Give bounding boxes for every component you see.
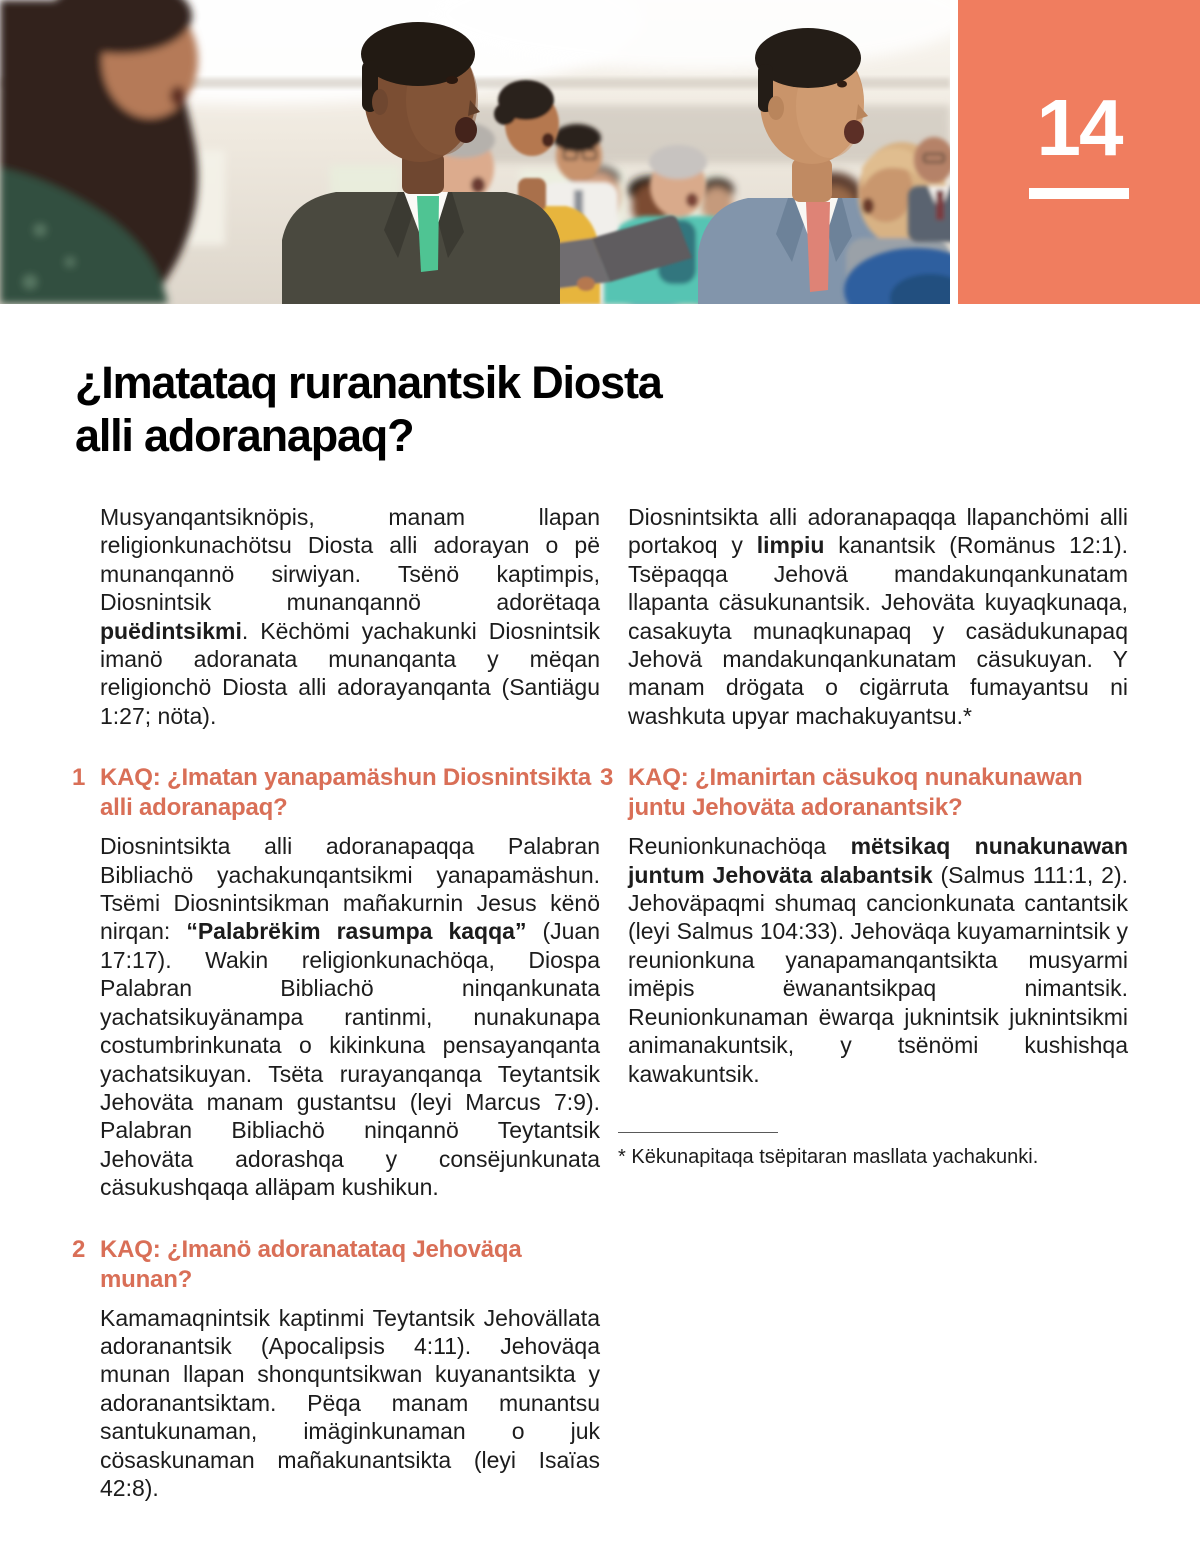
- question-2-number: 2: [72, 1235, 86, 1263]
- q3-text-bold: mëtsikaq nunakunawan juntum Jehoväta alabantsik: [628, 833, 1128, 888]
- intro-text-bold: puëdintsikmi: [100, 617, 242, 644]
- right-intro-paragraph: [628, 503, 1128, 730]
- page-title: ¿Imatataq ruranantsik Diosta alli adoranapaq?: [75, 357, 662, 461]
- right-intro-post: kanantsik (Romänus 12:1). Tsëpaqqa Jehovä mandakunqankunatam llapanta cäsukunantsik. Jehoväta kuyaqkunaqa, casakuyta munaqkunapaq y casädukunapaq Jehovä mandakunqankunatam cäsukuyan. Y manam drögata o cigärruta fumayantsu ni washkuta upyar machakuyantsu.*: [628, 532, 1128, 729]
- question-3: [600, 763, 1128, 1088]
- footnote: [618, 1132, 1128, 1170]
- left-column: [72, 503, 600, 1502]
- q1-text-pre: Diosnintsikta alli adoranapaqqa Palabran Bibliachö yachakunqantsikmi yanapamäshun. Tsëmi Diosnintsikman mañakurnin Jesus kënö nirqan:: [100, 833, 600, 945]
- intro-paragraph: [100, 503, 600, 730]
- question-3-number: 3: [600, 764, 614, 792]
- question-2-text: KAQ: ¿Imanö adoranatataq Jehoväqa munan?: [100, 1235, 522, 1293]
- lesson-number: 14: [1036, 83, 1122, 172]
- q1-text-post: (Juan 17:17). Wakin religionkunachöqa, Diospa Palabran Bibliachö ninqankunata yachatsikuyänampa rantinmi, nunakunapa costumbrinkunata o kikinkuna pensayanqanta yachatsikuyan. Tsëta rurayanqanqa Teytantsik Jehoväta manam gustantsu (leyi Marcus 7:9). Palabran Bibliachö ninqannö Teytantsik Jehoväta adorashqa y consëjunkunata cäsukushqaqa alläpam kushikun.: [100, 918, 600, 1201]
- intro-text-pre: Musyanqantsiknöpis, manam llapan religionkunachötsu Diosta alli adorayan o pë munanqannö sirwiyan. Tsënö kaptimpis, Diosnintsik munanqannö adorëtaqa: [100, 504, 600, 616]
- question-1: [72, 763, 600, 1201]
- question-2-paragraph: [100, 1304, 600, 1503]
- q3-text-pre: Reunionkunachöqa: [628, 833, 851, 860]
- footnote-divider: [618, 1132, 778, 1133]
- footnote-marker: *: [618, 1145, 626, 1168]
- congregation-photo-illustration: [0, 0, 950, 304]
- q2-text-pre: Kamamaqnintsik kaptinmi Teytantsik Jehovällata adoranantsik (Apocalipsis 4:11). Jehoväqa munan llapan shonquntsikwan kuyanantsikta y adoranantsiktam. Pëqa manam munantsu santukunaman, imäginkunaman o juk cösaskunaman mañakunantsikta (leyi Isaïas 42:8).: [100, 1304, 600, 1501]
- question-2-heading: [72, 1235, 600, 1295]
- question-3-paragraph: [628, 832, 1128, 1088]
- footnote-text: [618, 1145, 1128, 1170]
- congregation-photo: [0, 0, 950, 304]
- question-1-paragraph: [100, 832, 600, 1201]
- right-column: [600, 503, 1128, 1502]
- question-3-text: KAQ: ¿Imanirtan cäsukoq nunakunawan juntu Jehoväta adoranantsik?: [628, 764, 1083, 822]
- q3-text-post: (Salmus 111:1, 2). Jehoväpaqmi shumaq cancionkunata cantantsik (leyi Salmus 104:33). Jehoväqa kuyamarnintsik y reunionkuna yanapamanqantsikta musyarmi imëpis ëwanantsikpaq nimantsik. Reunionkunaman ëwarqa juknintsik juknintsikmi animanakuntsik, y tsënömi kushishqa kawakuntsik.: [628, 861, 1128, 1087]
- foreground-woman: [0, 0, 198, 304]
- q1-text-bold: “Palabrëkim rasumpa kaqqa”: [186, 918, 527, 945]
- right-intro-bold: limpiu: [756, 532, 825, 559]
- right-intro-pre: Diosnintsikta alli adoranapaqqa llapanchömi alli portakoq y: [628, 504, 1128, 559]
- hero-section: [0, 0, 1200, 304]
- intro-text-post: . Këchömi yachakunki Diosnintsik imanö adoranata munanqanta y mëqan religionchö Diosta alli adorayanqanta (Santiägu 1:27; nöta).: [100, 617, 600, 729]
- question-3-heading: [600, 763, 1128, 823]
- article-body: [72, 503, 1128, 1502]
- question-1-heading: [72, 763, 600, 823]
- question-1-number: 1: [72, 764, 86, 792]
- lesson-number-badge: [958, 0, 1200, 304]
- footnote-body: Këkunapitaqa tsëpitaran masllata yachakunki.: [631, 1145, 1039, 1168]
- question-1-text: KAQ: ¿Imatan yanapamäshun Diosnintsikta alli adoranapaq?: [100, 764, 591, 822]
- question-2: [72, 1235, 600, 1503]
- lesson-number-underline: [1029, 188, 1129, 199]
